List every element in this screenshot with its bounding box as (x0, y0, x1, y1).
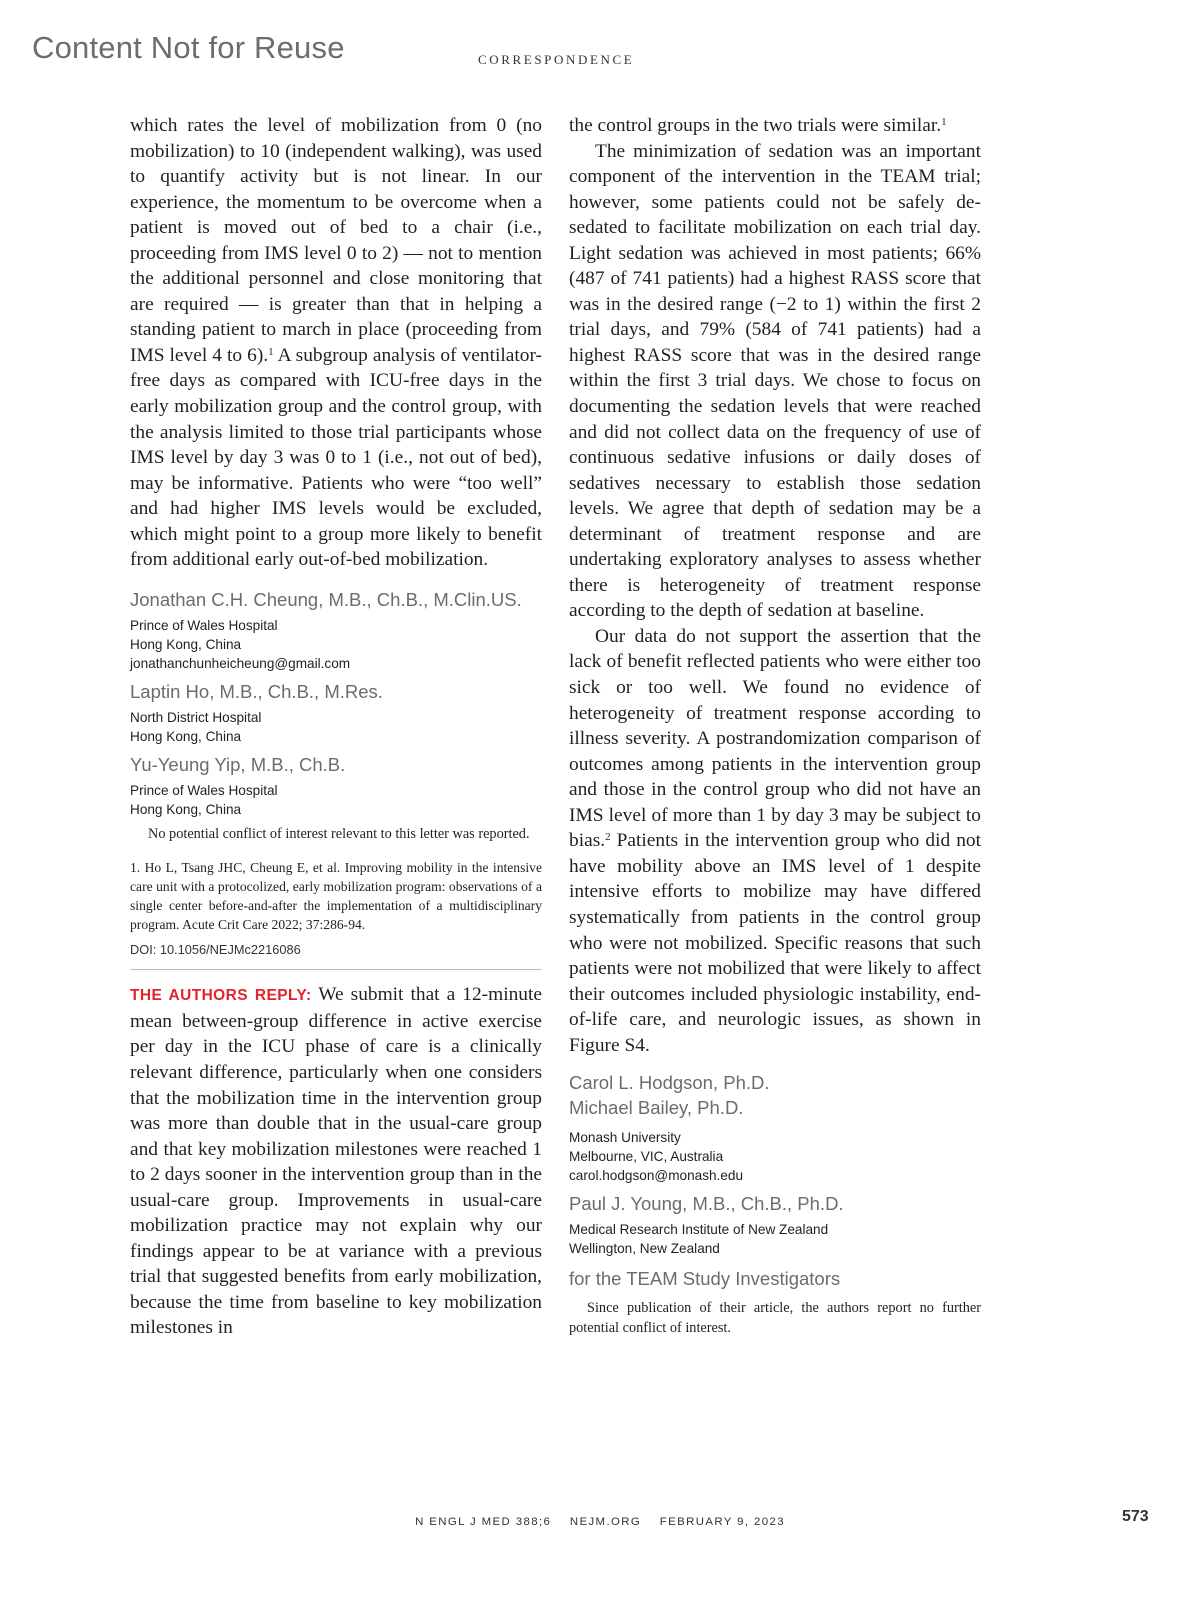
right-paragraph-2: The minimization of sedation was an important component of the intervention in the TEAM trial; however, some patients could not be safely de-sedated to facilitate mobilization on each trial day. Light sedation was achieved in most patients; 66% (487 of 741 patients) had a highest RASS score that was in the desired range (−2 to 1) within the first 2 trial days, and 79% (584 of 741 patients) had a highest RASS score that was in the desired range within the first 3 trial days. We chose to focus on documenting the sedation levels that were reached and did not collect data on the frequency of use of continuous sedative infusions or daily doses of sedatives necessary to establish those sedation levels. We agree that depth of sedation may be a determinant of treatment response and are undertaking exploratory analyses to assess whether there is heterogeneity of treatment response according to the depth of sedation at baseline. (569, 140, 981, 622)
watermark: Content Not for Reuse (32, 30, 345, 65)
authors-reply-label: THE AUTHORS REPLY: (130, 987, 312, 1005)
left-paragraph-1: which rates the level of mobilization from 0 (no mobilization) to 10 (independent walking), was used to quantify activity but is not linear. In our experience, the momentum to be overcome when a patient is moved out of bed to a chair (i.e., proceeding from IMS level 0 to 2) — not to mention the additional personnel and close monitoring that are required — is greater than that in helping a standing patient to march in place (proceeding from IMS level 4 to 6).$^1$ A subgroup analysis of ventilator-free days as compared with ICU-free days in the early mobilization group and the control group, with the analysis limited to those trial participants whose IMS level by day 3 was 0 to 1 (i.e., not out of bed), may be informative. Patients who were “too well” and had higher IMS levels would be excluded, which might point to a group more likely to benefit from additional early out-of-bed mobilization. (130, 115, 542, 571)
author-name: Yu-Yeung Yip, M.B., Ch.B. (130, 753, 346, 775)
affiliation: Hong Kong, China (130, 728, 242, 744)
author-name: Carol L. Hodgson, Ph.D. (569, 1072, 770, 1094)
conflict-of-interest: No potential conflict of interest relevant to this letter was reported. (148, 825, 530, 842)
affiliation: Wellington, New Zealand (569, 1241, 720, 1257)
citation-2: 2 (605, 831, 611, 844)
running-head: CORRESPONDENCE (478, 52, 635, 67)
affiliation: Prince of Wales Hospital (130, 617, 278, 633)
study-group: for the TEAM Study Investigators (569, 1268, 841, 1290)
affiliation: North District Hospital (130, 709, 262, 725)
affiliation: Medical Research Institute of New Zealand (569, 1222, 829, 1238)
doi[interactable]: DOI: 10.1056/NEJMc2216086 (130, 942, 301, 958)
right-paragraph-3: Our data do not support the assertion that the lack of benefit reflected patients who were either too sick or too well. We found no evidence of heterogeneity of treatment response according to illness severity. A postrandomization comparison of outcomes among patients in the intervention group and those in the control group who did not have an IMS level of more than 1 by day 3 may be subject to bias.$^2$ Patients in the intervention group who did not have mobility above an IMS level of 1 despite intensive efforts to mobilize may have differed systematically from patients in the control group who were not mobilized. Specific reasons that such patients were not mobilized that were likely to affect their outcomes included physiologic instability, end-of-life care, and neurologic issues, as shown in Figure S4. (569, 625, 981, 1056)
right-paragraph-1: the control groups in the two trials were similar.$^1$ (569, 115, 947, 136)
author-name: Jonathan C.H. Cheung, M.B., Ch.B., M.Clin.US. (130, 588, 522, 610)
right-column (569, 113, 981, 1338)
author-email[interactable]: carol.hodgson@monash.edu (569, 1168, 744, 1184)
left-column (130, 113, 542, 1341)
affiliation: Prince of Wales Hospital (130, 782, 278, 798)
affiliation: Melbourne, VIC, Australia (569, 1149, 724, 1165)
authors-reply-paragraph: THE AUTHORS REPLY: We submit that a 12-minute mean between-group difference in active exercise per day in the ICU phase of care is a clinically relevant difference, particularly when one considers that the mobilization time in the intervention group was more than double that in the usual-care group and that key mobilization milestones were reached 1 to 2 days sooner in the intervention group than in the usual-care group. Improvements in usual-care mobilization practice may not explain why our findings appear to be at variance with a previous trial that suggested benefits from early mobilization, because the time from baseline to key mobilization milestones in (130, 984, 542, 1339)
footer-date: FEBRUARY 9, 2023 (659, 1516, 785, 1528)
citation-1: 1 (941, 115, 947, 128)
affiliation: Hong Kong, China (130, 636, 242, 652)
page-footer (0, 1516, 1200, 1528)
affiliation: Hong Kong, China (130, 801, 242, 817)
author-name: Laptin Ho, M.B., Ch.B., M.Res. (130, 680, 383, 702)
page-number: 573 (1122, 1508, 1149, 1525)
citation-1: 1 (268, 345, 274, 358)
footer-site: NEJM.ORG (569, 1516, 642, 1528)
author-name: Michael Bailey, Ph.D. (569, 1097, 744, 1119)
reference-1: 1. Ho L, Tsang JHC, Cheung E, et al. Improving mobility in the intensive care unit with a protocolized, early mobilization program: observations of a single center before-and-after the implementation of a multidisciplinary program. Acute Crit Care 2022; 37:286-94. (130, 860, 542, 933)
author-name: Paul J. Young, M.B., Ch.B., Ph.D. (569, 1193, 844, 1215)
author-email[interactable]: jonathanchunheicheung@gmail.com (130, 655, 351, 671)
conflict-of-interest: Since publication of their article, the authors report no further potential conflict of interest. (569, 1300, 981, 1336)
affiliation: Monash University (569, 1130, 681, 1146)
footer-journal: N ENGL J MED 388;6 (415, 1516, 552, 1528)
